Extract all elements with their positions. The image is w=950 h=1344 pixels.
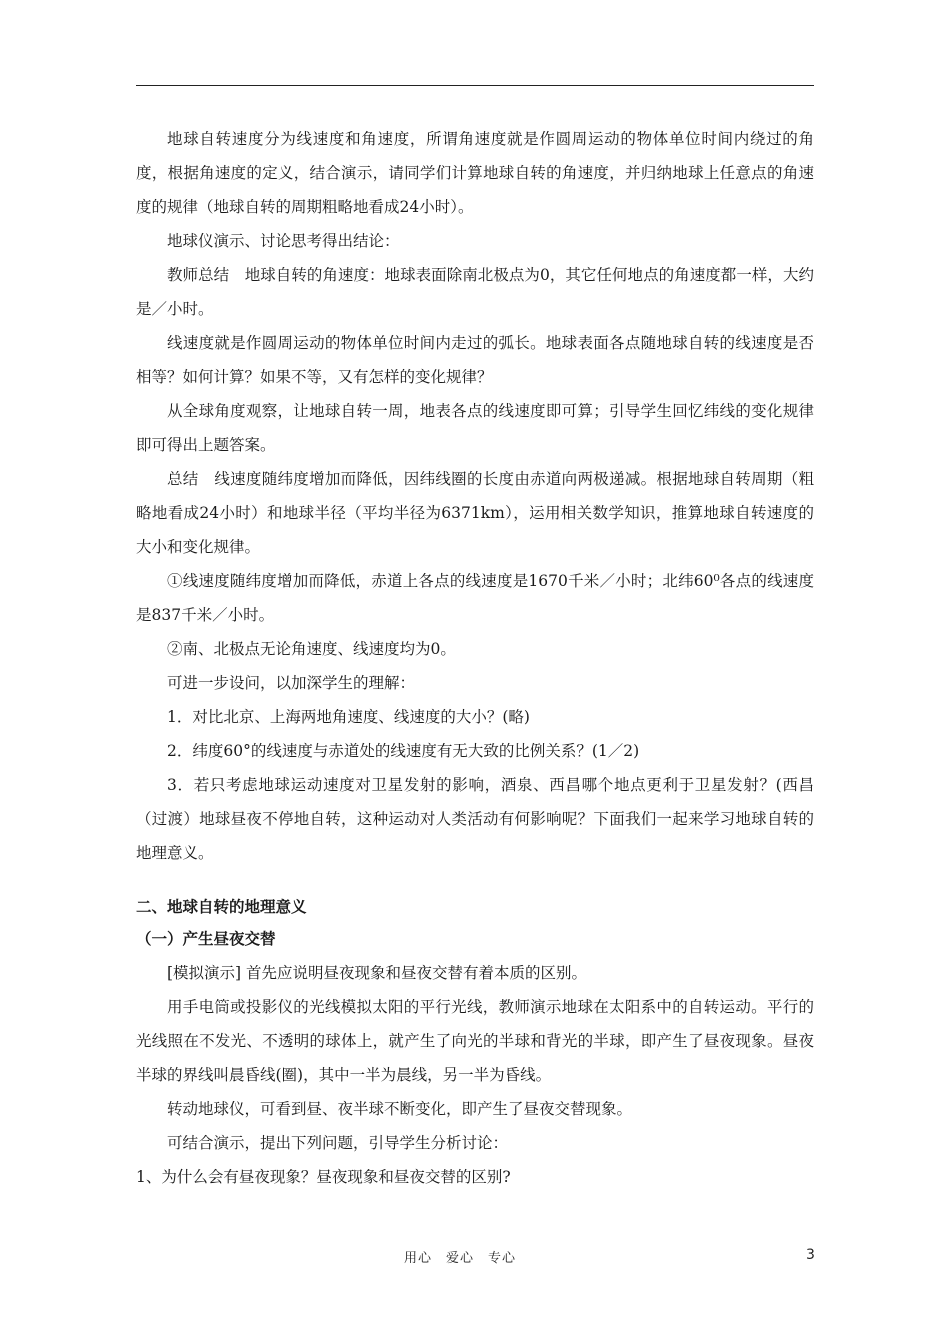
- paragraph-further-question: 可进一步设问，以加深学生的理解：: [167, 674, 416, 692]
- paragraph-linear-speed: 线速度就是作圆周运动的物体单位时间内走过的弧长。地球表面各点随地球自转的线速度是否相等？如何计算？如果不等，又有怎样的变化规律？: [136, 334, 814, 386]
- question-day-night: 1、为什么会有昼夜现象？昼夜现象和昼夜交替的区别?: [136, 1168, 511, 1186]
- paragraph-teacher-summary: 教师总结 地球自转的角速度：地球表面除南北极点为0，其它任何地点的角速度都一样，大约是／小时。: [136, 266, 814, 318]
- section-heading: 二、地球自转的地理意义: [136, 898, 307, 916]
- page-number: 3: [806, 1247, 815, 1263]
- question-2: 2．纬度60°的线速度与赤道处的线速度有无大致的比例关系？(1／2): [167, 742, 640, 760]
- footer-motto: 用心 爱心 专心: [404, 1251, 517, 1266]
- paragraph-discussion: 可结合演示，提出下列问题，引导学生分析讨论：: [167, 1134, 509, 1152]
- paragraph-point-2: ②南、北极点无论角速度、线速度均为0。: [167, 640, 456, 658]
- paragraph-point-1: ①线速度随纬度增加而降低，赤道上各点的线速度是1670千米／小时；北纬60⁰各点的线速度是837千米／小时。: [136, 572, 814, 624]
- paragraph-speed-intro: 地球自转速度分为线速度和角速度，所谓角速度就是作圆周运动的物体单位时间内绕过的角度，根据角速度的定义，结合演示，请同学们计算地球自转的角速度，并归纳地球上任意点的角速度的规律（地球自转的周期粗略地看成24小时）。: [136, 130, 814, 216]
- question-3: 3．若只考虑地球运动速度对卫星发射的影响，酒泉、西昌哪个地点更利于卫星发射？(西昌（过渡）地球昼夜不停地自转，这种运动对人类活动有何影响呢？下面我们一起来学习地球自转的地理意义。: [136, 776, 814, 862]
- paragraph-globe-demo: 地球仪演示、讨论思考得出结论：: [167, 232, 400, 250]
- subsection-heading: （一）产生昼夜交替: [136, 930, 276, 948]
- header-rule: [136, 85, 814, 86]
- question-1: 1．对比北京、上海两地角速度、线速度的大小？(略): [167, 708, 530, 726]
- paragraph-simulation: [模拟演示] 首先应说明昼夜现象和昼夜交替有着本质的区别。: [167, 964, 588, 982]
- paragraph-global-view: 从全球角度观察，让地球自转一周，地表各点的线速度即可算；引导学生回忆纬线的变化规律即可得出上题答案。: [136, 402, 814, 454]
- paragraph-summary: 总结 线速度随纬度增加而降低，因纬线圈的长度由赤道向两极递减。根据地球自转周期（粗略地看成24小时）和地球半径（平均半径为6371km），运用相关数学知识，推算地球自转速度的大小和变化规律。: [136, 470, 814, 556]
- paragraph-flashlight-demo: 用手电筒或投影仪的光线模拟太阳的平行光线，教师演示地球在太阳系中的自转运动。平行的光线照在不发光、不透明的球体上，就产生了向光的半球和背光的半球，即产生了昼夜现象。昼夜半球的界线叫晨昏线(圈)，其中一半为晨线，另一半为昏线。: [136, 998, 814, 1084]
- paragraph-rotate-globe: 转动地球仪，可看到昼、夜半球不断变化，即产生了昼夜交替现象。: [167, 1100, 633, 1118]
- document-body: [136, 122, 814, 1194]
